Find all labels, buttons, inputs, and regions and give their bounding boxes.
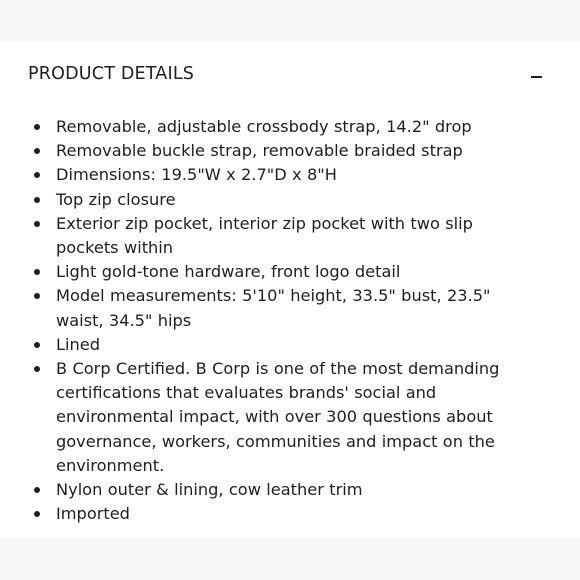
list-item	[32, 260, 532, 284]
list-item-text: B Corp Certified. B Corp is one of the most demanding certifications that evaluates brands' social and environmental impact, with over 300 questions about governance, workers, communities and impact on the environment.	[56, 359, 500, 475]
bullet-icon	[34, 197, 40, 203]
list-item-text: Removable buckle strap, removable braided strap	[56, 141, 463, 161]
list-item	[32, 333, 532, 357]
accordion-header[interactable]	[28, 64, 548, 90]
list-item	[32, 163, 532, 187]
bullet-icon	[34, 148, 40, 154]
bullet-icon	[34, 511, 40, 517]
bullet-icon	[34, 293, 40, 299]
product-details-panel	[0, 42, 580, 538]
bullet-icon	[34, 366, 40, 372]
list-item-text: Removable, adjustable crossbody strap, 14.2" drop	[56, 117, 472, 136]
list-item-text: Dimensions: 19.5"W x 2.7"D x 8"H	[56, 165, 337, 185]
collapse-minus-icon[interactable]	[531, 76, 542, 78]
list-item	[32, 139, 532, 163]
list-item	[32, 357, 532, 478]
bullet-icon	[34, 221, 40, 227]
list-item	[32, 212, 532, 260]
list-item-text: Top zip closure	[56, 189, 176, 209]
bullet-icon	[34, 487, 40, 493]
list-item-text: Light gold-tone hardware, front logo detail	[56, 262, 401, 282]
list-item	[32, 115, 532, 139]
bullet-icon	[34, 342, 40, 348]
list-item	[32, 188, 532, 212]
bullet-icon	[34, 124, 40, 130]
section-title: PRODUCT DETAILS	[28, 64, 195, 84]
list-item-text: Imported	[56, 504, 130, 524]
list-item	[32, 284, 532, 332]
product-details-list	[32, 115, 532, 526]
list-item	[32, 478, 532, 502]
list-item-text: Nylon outer & lining, cow leather trim	[56, 480, 363, 500]
list-item-text: Model measurements: 5'10" height, 33.5" bust, 23.5" waist, 34.5" hips	[56, 286, 491, 330]
bullet-icon	[34, 269, 40, 275]
list-item-text: Lined	[56, 334, 101, 354]
list-item	[32, 502, 532, 526]
bullet-icon	[34, 172, 40, 178]
list-item-text: Exterior zip pocket, interior zip pocket with two slip pockets within	[56, 213, 473, 258]
